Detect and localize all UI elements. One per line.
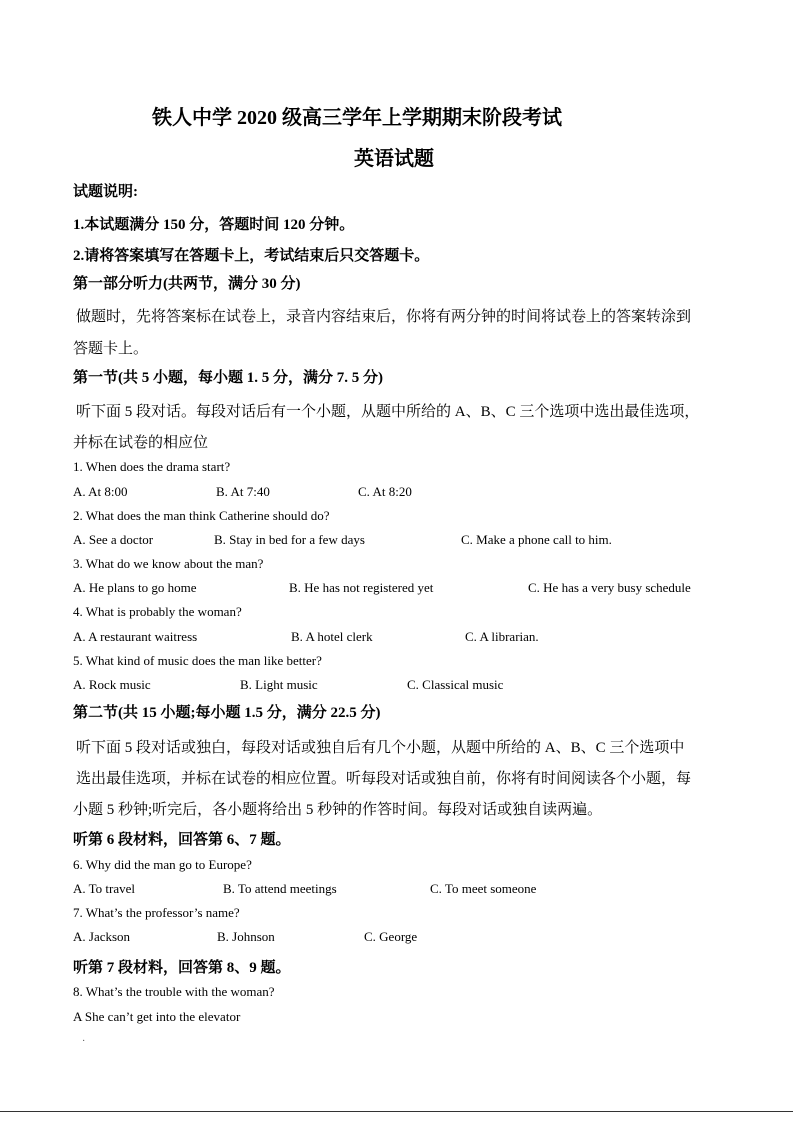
question-4: 4. What is probably the woman? <box>73 604 242 619</box>
instruction-item-1: 1.本试题满分 150 分，答题时间 120 分钟。 <box>73 217 355 233</box>
q6-option-b: B. To attend meetings <box>223 881 337 896</box>
q1-option-a: A. At 8:00 <box>73 484 128 499</box>
part1-intro-line2: 答题卡上。 <box>73 341 149 357</box>
question-2: 2. What does the man think Catherine should do? <box>73 508 330 523</box>
section2-heading: 第二节(共 15 小题;每小题 1.5 分，满分 22.5 分) <box>73 705 381 721</box>
q2-option-a: A. See a doctor <box>73 532 154 547</box>
q3-option-b: B. He has not registered yet <box>289 580 434 595</box>
instruction-item-2: 2.请将答案填写在答题卡上，考试结束后只交答题卡。 <box>73 248 430 264</box>
question-8: 8. What’s the trouble with the woman? <box>73 984 275 999</box>
q5-option-a: A. Rock music <box>73 677 151 692</box>
exam-subtitle: 英语试题 <box>354 148 434 170</box>
q7-option-c: C. George <box>364 929 418 944</box>
section2-intro-line2: 选出最佳选项，并标在试卷的相应位置。听每段对话或独自前，你将有时间阅读各个小题，每 <box>76 771 692 787</box>
part1-heading: 第一部分听力(共两节，满分 30 分) <box>73 276 301 292</box>
question-6: 6. Why did the man go to Europe? <box>73 857 252 872</box>
instructions-heading: 试题说明: <box>73 184 138 200</box>
q6-option-a: A. To travel <box>73 881 136 896</box>
q5-option-c: C. Classical music <box>407 677 504 692</box>
q8-option-a: A She can’t get into the elevator <box>73 1009 241 1024</box>
material-6-heading: 听第 6 段材料，回答第 6、7 题。 <box>73 832 291 848</box>
question-7: 7. What’s the professor’s name? <box>73 905 240 920</box>
q2-option-c: C. Make a phone call to him. <box>461 532 612 547</box>
section1-heading: 第一节(共 5 小题，每小题 1. 5 分，满分 7. 5 分) <box>73 370 383 386</box>
q4-option-a: A. A restaurant waitress <box>73 629 198 644</box>
q1-option-c: C. At 8:20 <box>358 484 412 499</box>
question-3: 3. What do we know about the man? <box>73 556 264 571</box>
q2-option-b: B. Stay in bed for a few days <box>214 532 365 547</box>
q7-option-a: A. Jackson <box>73 929 131 944</box>
stray-mark: · <box>82 1036 86 1047</box>
q3-option-a: A. He plans to go home <box>73 580 197 595</box>
section1-intro-line1: 听下面 5 段对话。每段对话后有一个小题，从题中所给的 A、B、C 三个选项中选出最佳选项， <box>76 404 700 420</box>
q3-option-c: C. He has a very busy schedule <box>528 580 691 595</box>
q4-option-c: C. A librarian. <box>465 629 539 644</box>
part1-intro-line1: 做题时，先将答案标在试卷上，录音内容结束后，你将有两分钟的时间将试卷上的答案转涂到 <box>76 309 692 325</box>
question-1: 1. When does the drama start? <box>73 459 231 474</box>
section2-intro-line1: 听下面 5 段对话或独白，每段对话或独自后有几个小题，从题中所给的 A、B、C 三个选项中 <box>76 740 685 756</box>
q6-option-c: C. To meet someone <box>430 881 537 896</box>
section1-intro-line2: 并标在试卷的相应位 <box>73 435 209 451</box>
section2-intro-line3: 小题 5 秒钟;听完后，各小题将给出 5 秒钟的作答时间。每段对话或独自读两遍。 <box>73 802 603 818</box>
q1-option-b: B. At 7:40 <box>216 484 270 499</box>
q5-option-b: B. Light music <box>240 677 318 692</box>
material-7-heading: 听第 7 段材料，回答第 8、9 题。 <box>73 960 291 976</box>
page-bottom-rule <box>0 1111 793 1112</box>
exam-title: 铁人中学 2020 级高三学年上学期期末阶段考试 <box>152 107 562 129</box>
q4-option-b: B. A hotel clerk <box>291 629 373 644</box>
question-5: 5. What kind of music does the man like better? <box>73 653 322 668</box>
q7-option-b: B. Johnson <box>217 929 275 944</box>
